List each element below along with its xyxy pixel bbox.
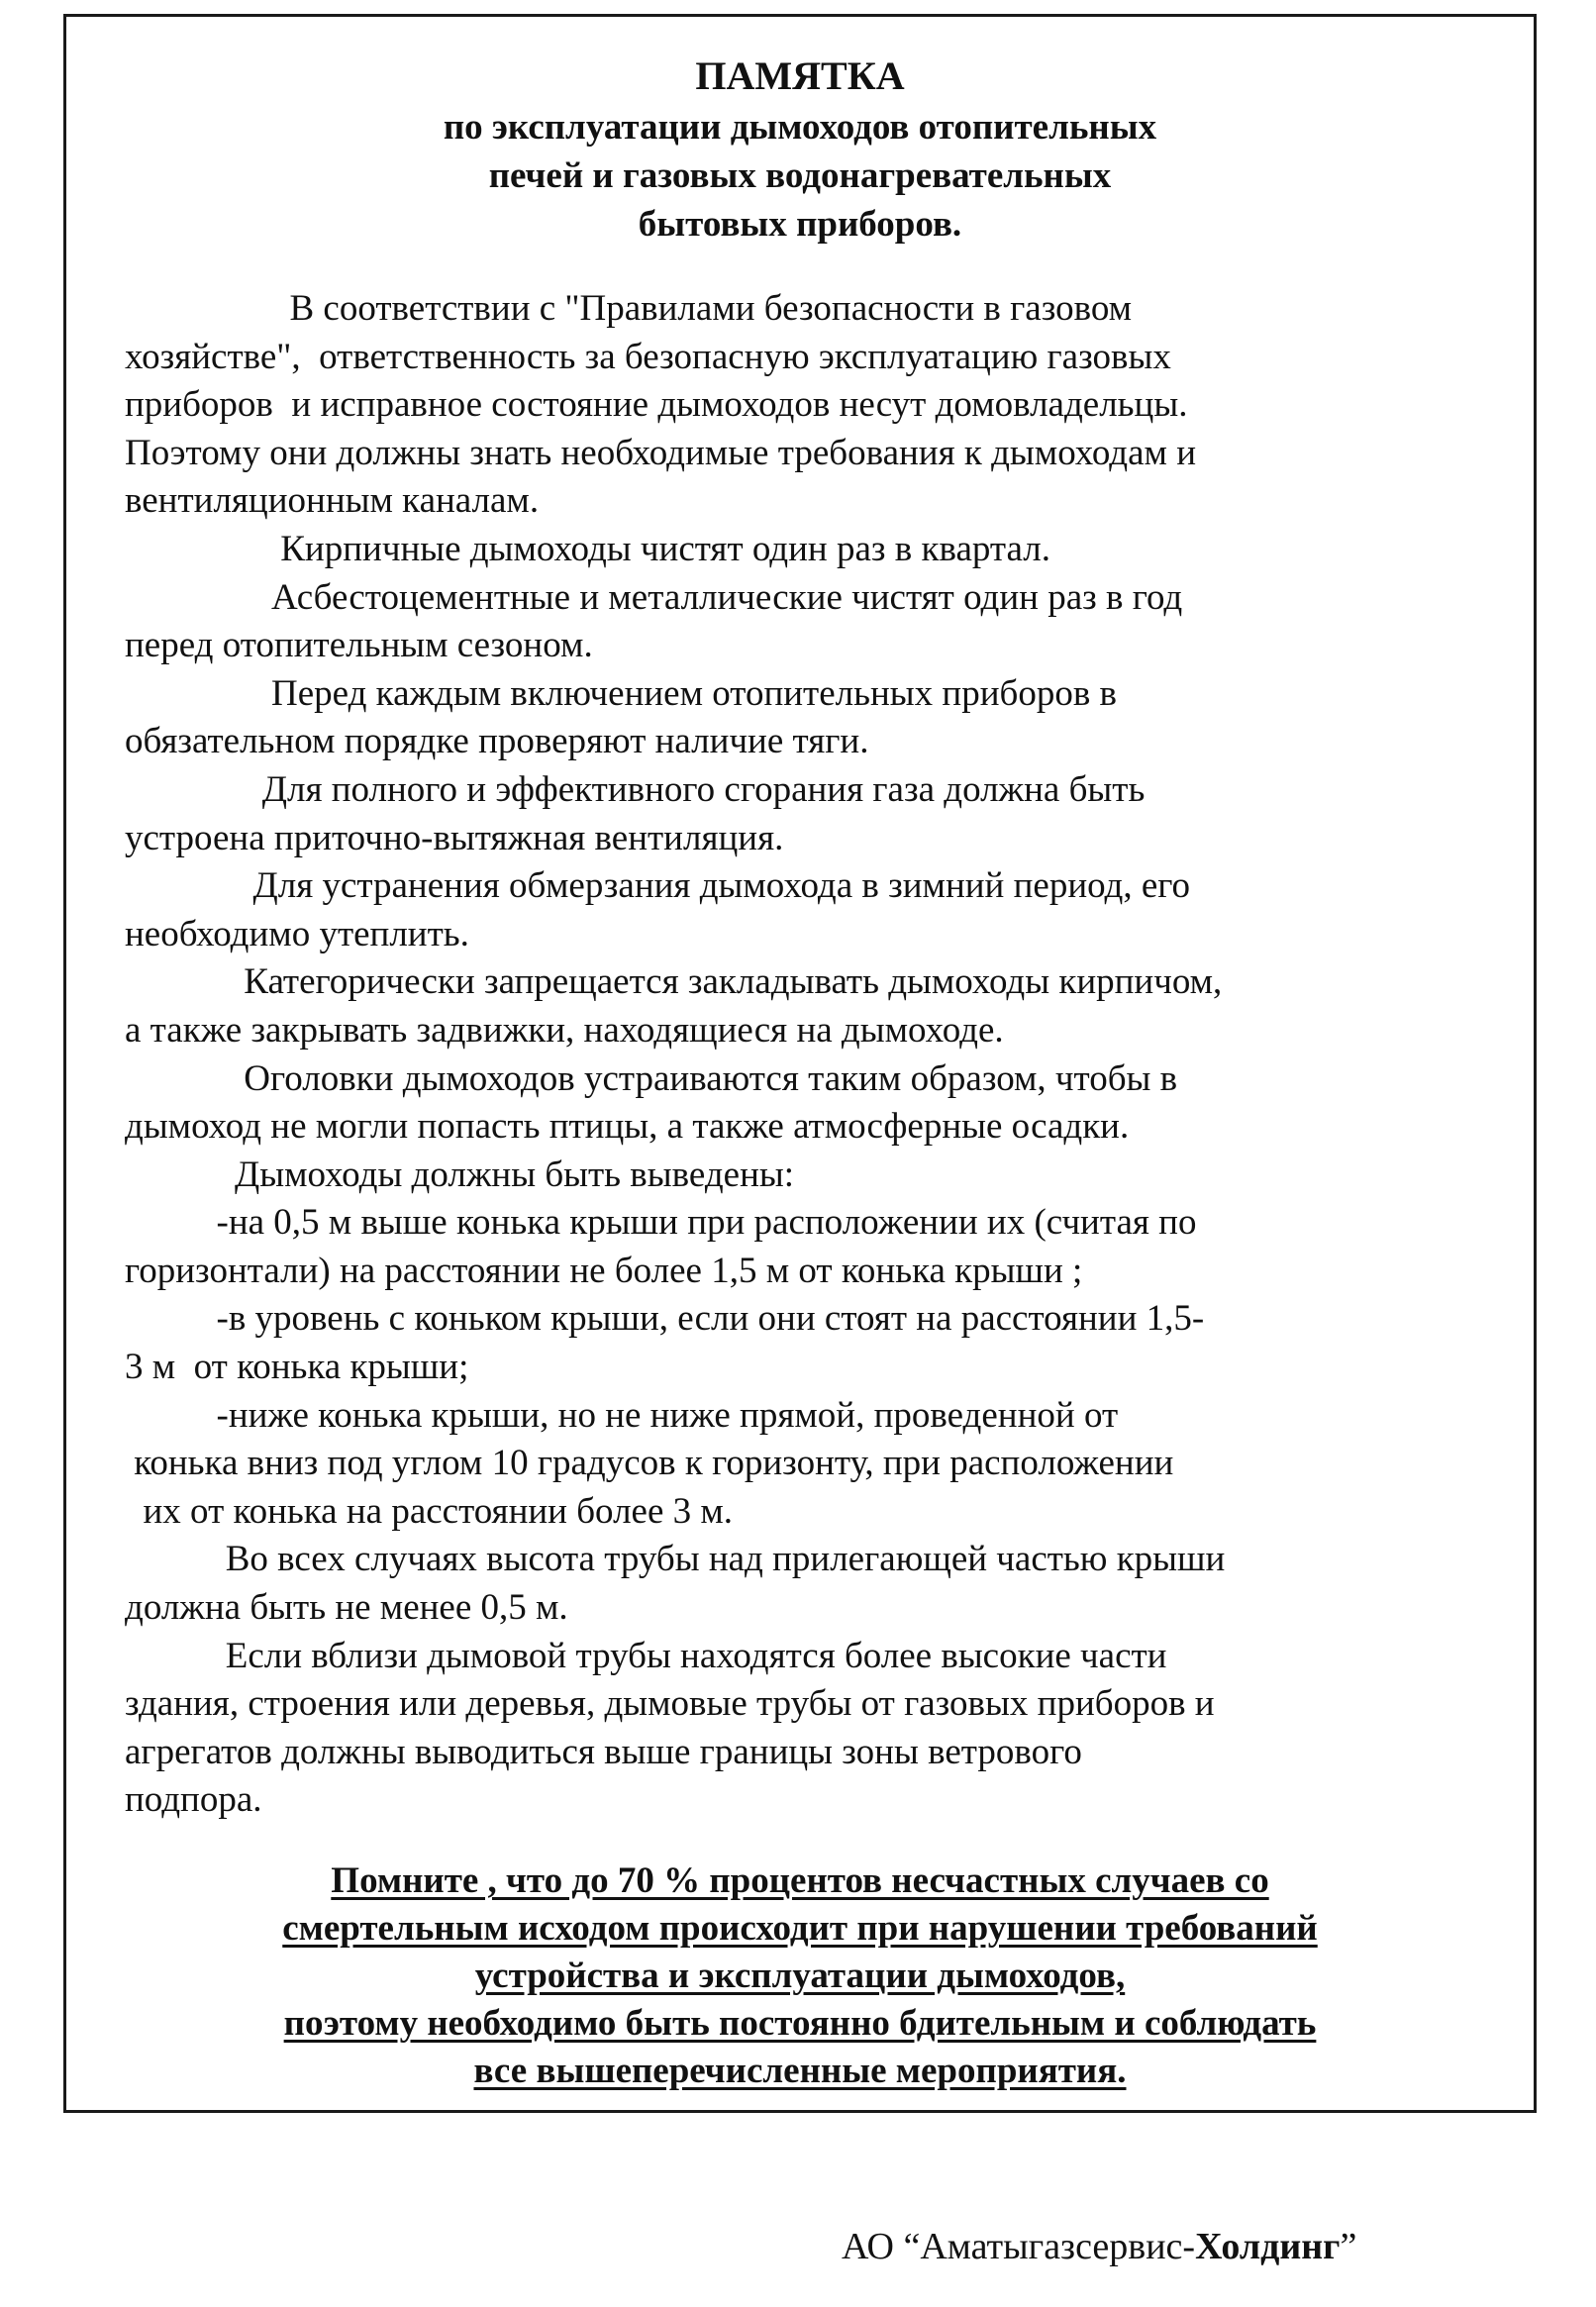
body-line: подпора. [125, 1779, 262, 1821]
body-line: Для полного и эффективного сгорания газа должна быть [125, 768, 1146, 810]
body-line: дымоход не могли попасть птицы, а также атмосферные осадки. [125, 1106, 1130, 1148]
body-line: необходимо утеплить. [125, 913, 469, 954]
body-line: Перед каждым включением отопительных приборов в [125, 672, 1118, 714]
notice-line: смертельным исходом происходит при нарушении требований [282, 1908, 1318, 1949]
body-line: горизонтали) на расстоянии не более 1,5 м от конька крыши ; [125, 1250, 1083, 1291]
body-line: должна быть не менее 0,5 м. [125, 1587, 568, 1629]
company-name-bold: Холдинг [1195, 2226, 1341, 2267]
body-line: агрегатов должны выводиться выше границы зоны ветрового [125, 1731, 1082, 1772]
subtitle-line: бытовых приборов. [638, 204, 962, 245]
body-line: Поэтому они должны знать необходимые требования к дымоходам и [125, 432, 1197, 473]
notice-line: поэтому необходимо быть постоянно бдительным и соблюдать [283, 2003, 1317, 2044]
company-name-suffix: ” [1340, 2226, 1357, 2267]
notice-line: устройства и эксплуатации дымоходов, [474, 1956, 1126, 1996]
notice-line: Помните , что до 70 % процентов несчастных случаев со [331, 1860, 1269, 1901]
company-signature [842, 2223, 1356, 2270]
body-line: а также закрывать задвижки, находящиеся на дымоходе. [125, 1009, 1004, 1051]
body-line: обязательном порядке проверяют наличие тяги. [125, 721, 869, 762]
body-line: Оголовки дымоходов устраиваются таким образом, чтобы в [125, 1057, 1178, 1099]
body-line: Если вблизи дымовой трубы находятся более высокие части [125, 1635, 1167, 1676]
body-line: Дымоходы должны быть выведены: [125, 1154, 795, 1195]
body-line: Во всех случаях высота трубы над прилегающей частью крыши [125, 1539, 1226, 1580]
body-line: хозяйстве", ответственность за безопасную эксплуатацию газовых [125, 336, 1171, 377]
body-line: перед отопительным сезоном. [125, 625, 593, 666]
warning-notice [63, 1857, 1537, 2095]
body-line: устроена приточно-вытяжная вентиляция. [125, 817, 784, 858]
subtitle-line: по эксплуатации дымоходов отопительных [443, 107, 1157, 148]
body-line: вентиляционным каналам. [125, 480, 540, 522]
company-name-prefix: АО “Аматыгазсервис- [842, 2226, 1196, 2267]
body-line: В соответствии с "Правилами безопасности в газовом [125, 288, 1133, 329]
document-title: ПАМЯТКА [695, 53, 905, 98]
body-line: Категорически запрещается закладывать дымоходы кирпичом, [125, 961, 1223, 1003]
body-line: Для устранения обмерзания дымохода в зимний период, его [125, 865, 1191, 907]
body-line: здания, строения или деревья, дымовые трубы от газовых приборов и [125, 1683, 1215, 1725]
body-line: Асбестоцементные и металлические чистят один раз в год [125, 576, 1183, 618]
body-line: 3 м от конька крыши; [125, 1347, 469, 1388]
body-line: конька вниз под углом 10 градусов к горизонту, при расположении [125, 1443, 1174, 1484]
body-line: Кирпичные дымоходы чистят один раз в квартал. [125, 528, 1050, 569]
subtitle-line: печей и газовых водонагревательных [488, 155, 1112, 196]
body-line: -в уровень с коньком крыши, если они стоят на расстоянии 1,5- [125, 1298, 1205, 1340]
body-line: их от конька на расстоянии более 3 м. [125, 1490, 734, 1532]
notice-line: все вышеперечисленные мероприятия. [473, 2051, 1127, 2091]
body-line: -на 0,5 м выше конька крыши при расположении их (считая по [125, 1202, 1197, 1244]
body-line: приборов и исправное состояние дымоходов несут домовладельцы. [125, 384, 1188, 426]
document-body [125, 285, 1412, 1825]
document-header [63, 50, 1537, 249]
body-line: -ниже конька крыши, но не ниже прямой, проведенной от [125, 1394, 1119, 1436]
